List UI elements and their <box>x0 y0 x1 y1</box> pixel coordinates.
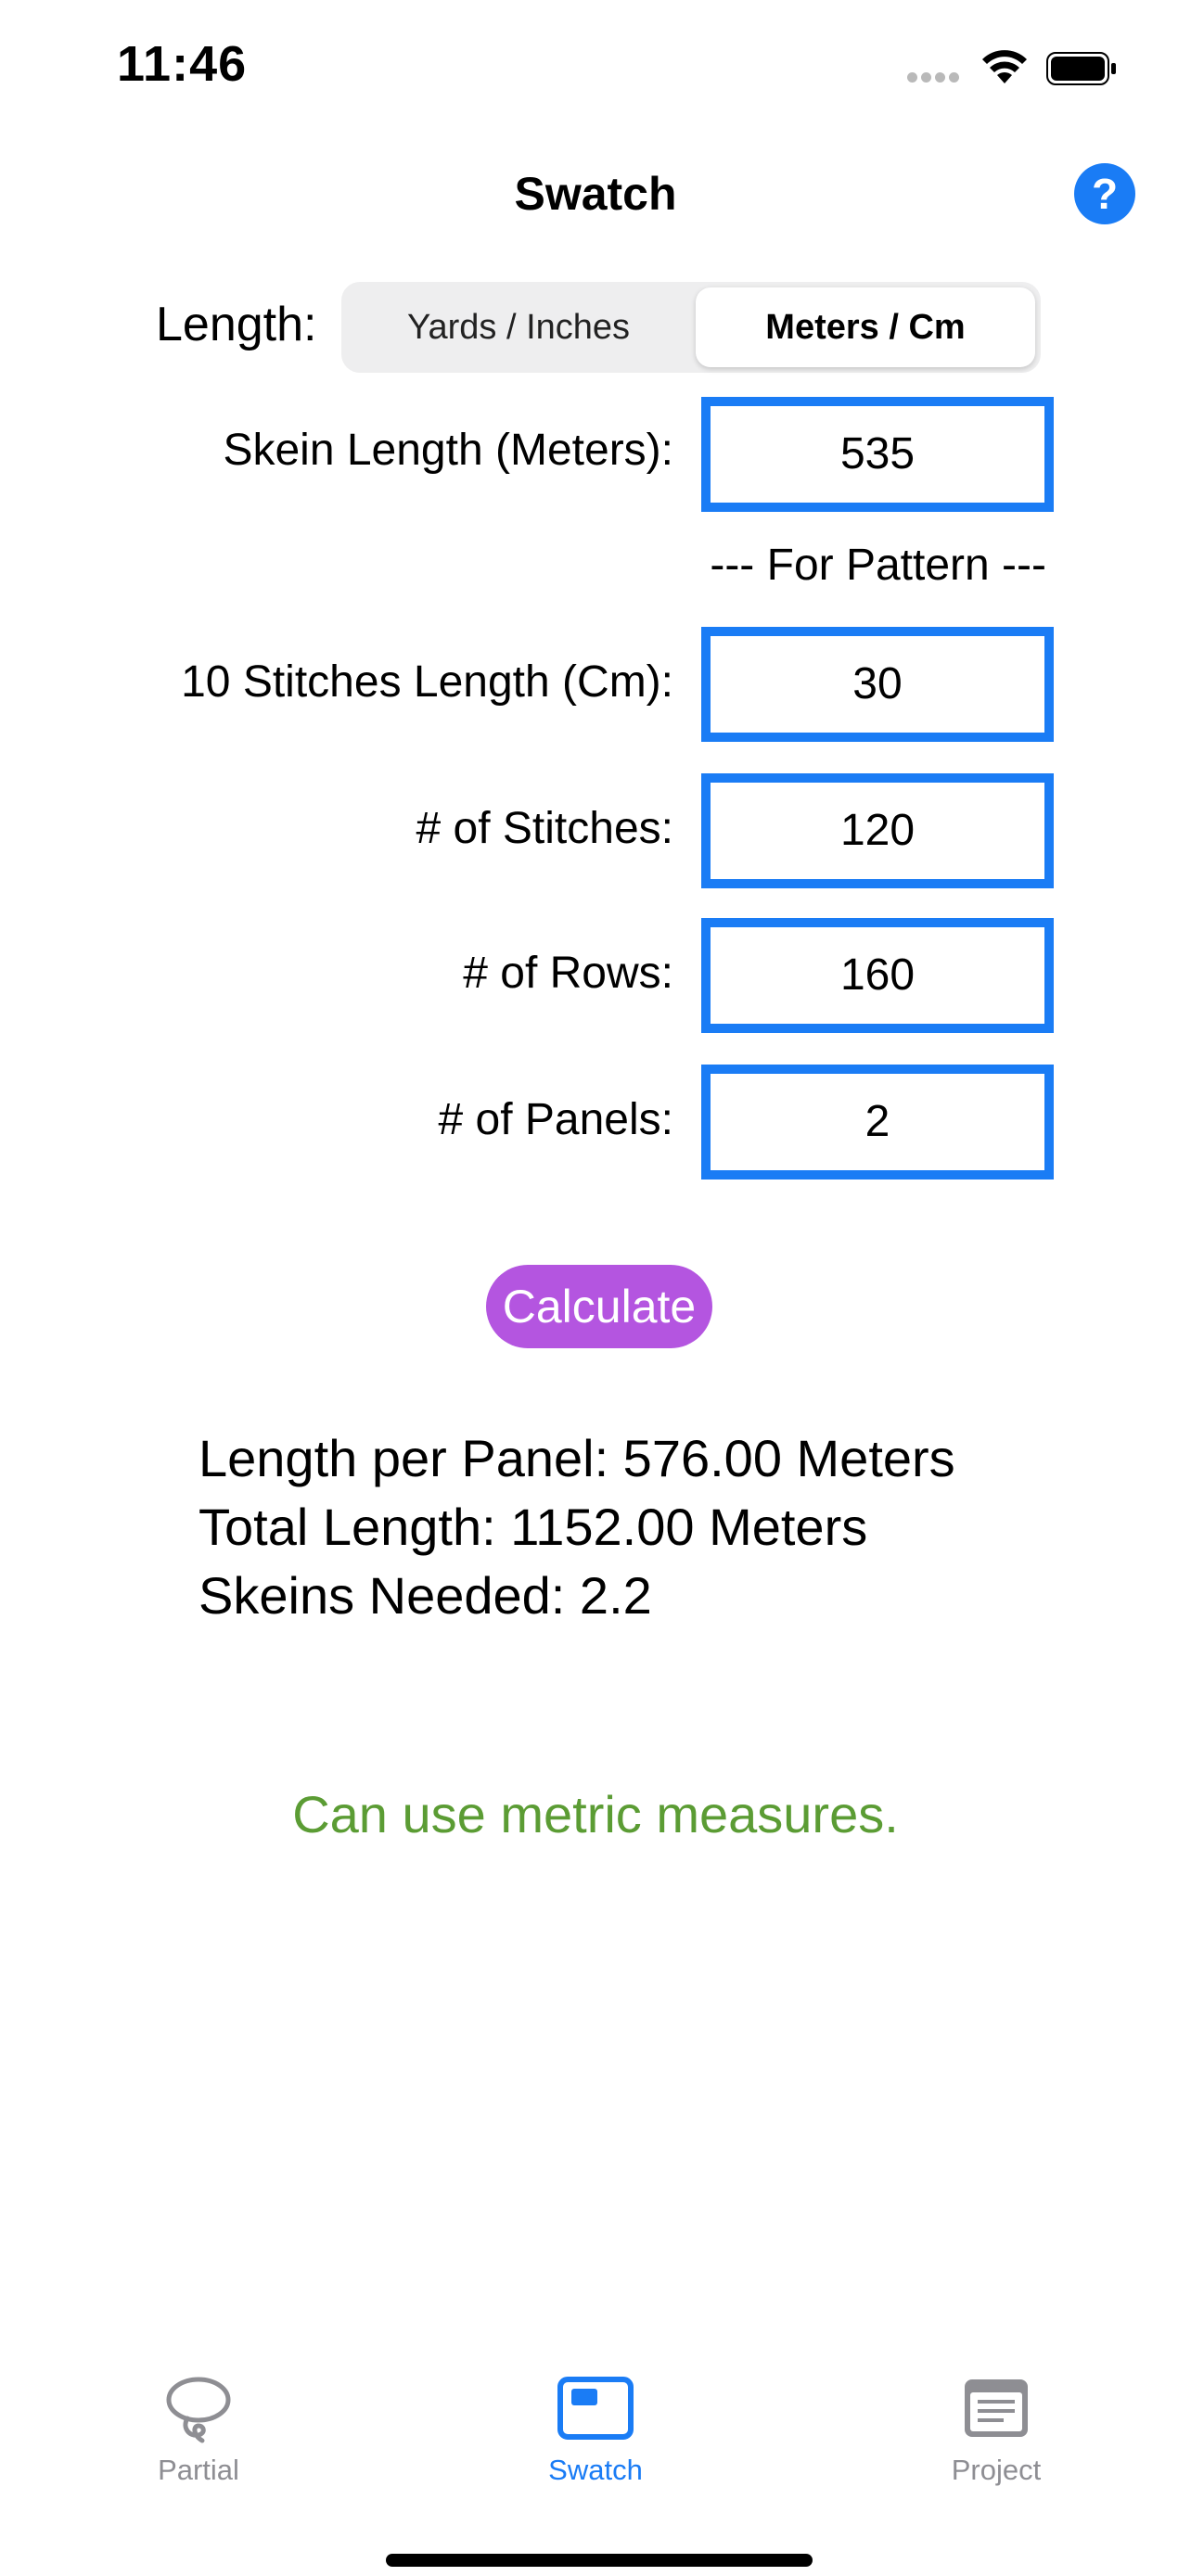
tab-swatch[interactable] <box>503 2374 688 2487</box>
document-icon <box>961 2374 1031 2444</box>
tab-swatch-label: Swatch <box>548 2454 643 2486</box>
lasso-icon <box>161 2374 236 2444</box>
stitches-input[interactable]: 120 <box>701 773 1054 888</box>
stitches-label: # of Stitches: <box>416 804 673 853</box>
stitches-length-input[interactable]: 30 <box>701 627 1054 742</box>
result-length-per-panel: Length per Panel: 576.00 Meters <box>198 1429 955 1487</box>
calculate-button[interactable]: Calculate <box>486 1265 712 1348</box>
pattern-section-heading: --- For Pattern --- <box>710 541 1046 590</box>
tab-partial-label: Partial <box>158 2454 239 2486</box>
rows-label: # of Rows: <box>463 949 673 998</box>
panels-input[interactable]: 2 <box>701 1065 1054 1180</box>
tab-project-label: Project <box>951 2454 1042 2486</box>
length-unit-segmented-control <box>341 282 1041 373</box>
wifi-icon <box>980 46 1030 85</box>
skein-length-input[interactable]: 535 <box>701 397 1054 512</box>
stitches-length-label: 10 Stitches Length (Cm): <box>181 657 673 707</box>
segment-yards-inches[interactable]: Yards / Inches <box>406 308 631 347</box>
result-skeins-needed: Skeins Needed: 2.2 <box>198 1566 652 1625</box>
swatch-icon <box>557 2374 634 2444</box>
length-label: Length: <box>156 298 317 351</box>
skein-length-label: Skein Length (Meters): <box>223 426 673 475</box>
status-time: 11:46 <box>117 36 248 92</box>
result-total-length: Total Length: 1152.00 Meters <box>198 1498 868 1556</box>
tab-project[interactable] <box>903 2374 1089 2487</box>
segment-meters-cm[interactable]: Meters / Cm <box>696 287 1035 367</box>
battery-icon <box>1046 52 1117 85</box>
panels-label: # of Panels: <box>438 1095 673 1144</box>
metric-note: Can use metric measures. <box>292 1785 899 1843</box>
tab-partial[interactable] <box>106 2374 291 2487</box>
cellular-signal-icon <box>907 72 961 85</box>
page-title: Swatch <box>514 168 677 220</box>
home-indicator <box>386 2554 813 2567</box>
help-button[interactable]: ? <box>1074 163 1135 224</box>
rows-input[interactable]: 160 <box>701 918 1054 1033</box>
